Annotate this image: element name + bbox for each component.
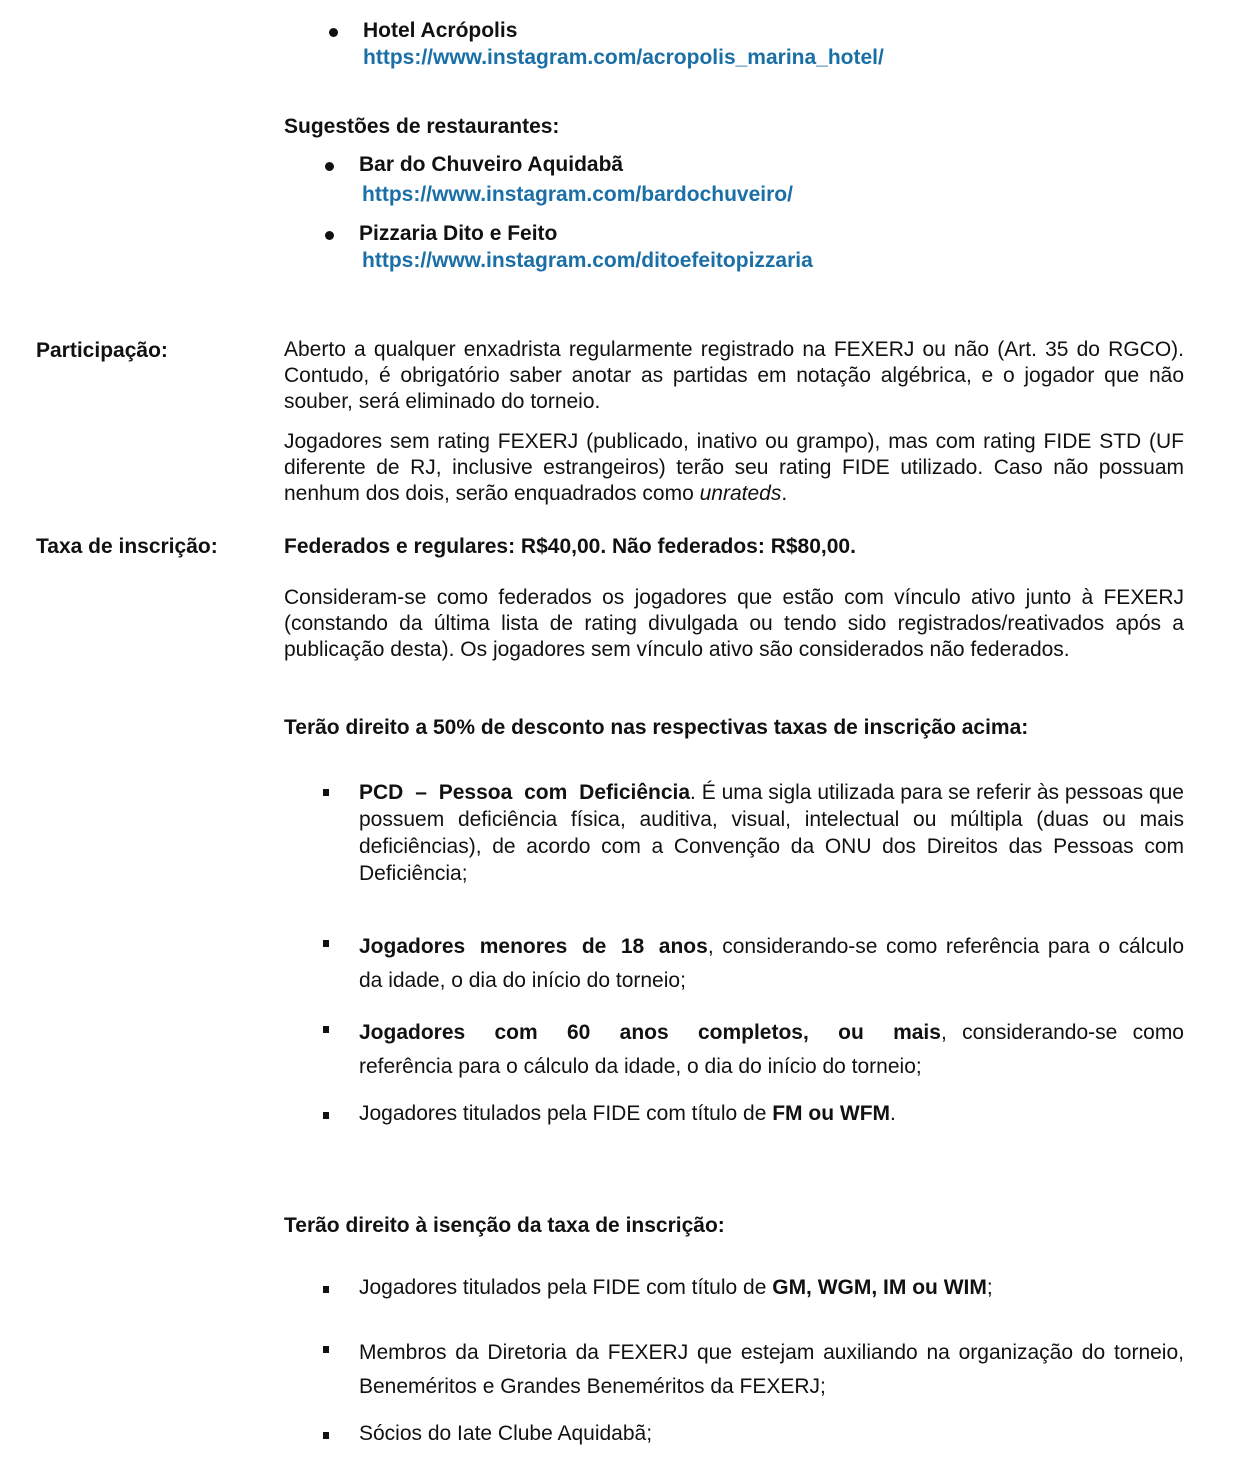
exemption-item-text: Jogadores titulados pela FIDE com título de	[359, 1276, 773, 1299]
bullet-icon	[323, 940, 329, 947]
discount-item-text-end: .	[890, 1102, 896, 1125]
discount-item-bold: Jogadores com 60 anos completos, ou mais	[359, 1021, 941, 1044]
bullet-icon	[323, 1026, 329, 1033]
restaurant-link[interactable]: https://www.instagram.com/ditoefeitopizzaria	[362, 249, 813, 272]
restaurant-name: Bar do Chuveiro Aquidabã	[359, 153, 624, 176]
bullet-icon	[323, 1432, 329, 1439]
rating-paragraph	[284, 429, 1184, 507]
unrateds-term: unrateds	[699, 482, 782, 505]
exemption-item	[359, 1276, 1184, 1300]
bullet-icon	[323, 1112, 329, 1119]
rating-text: Jogadores sem rating FEXERJ (publicado, inativo ou grampo), mas com rating FIDE STD (UF diferente de RJ, inclusive estrangeiros) terão seu rating FIDE utilizado. Caso não possuam nenhum dos dois, serão enquadrados como	[284, 430, 1184, 505]
bullet-icon	[325, 162, 334, 171]
discount-item-bold: PCD – Pessoa com Deficiência	[359, 781, 691, 804]
hotel-link[interactable]: https://www.instagram.com/acropolis_marina_hotel/	[363, 46, 884, 69]
exemption-heading: Terão direito à isenção da taxa de inscrição:	[284, 1214, 725, 1237]
participation-label: Participação:	[36, 339, 168, 362]
bullet-icon	[323, 1286, 329, 1293]
discount-item-bold: Jogadores menores de 18 anos	[359, 935, 708, 958]
discount-heading: Terão direito a 50% de desconto nas respectivas taxas de inscrição acima:	[284, 716, 1029, 739]
discount-item-text: , considerando-se como referência para o cálculo da idade, o dia do início do torneio;	[359, 1021, 1184, 1078]
bullet-icon	[329, 28, 338, 37]
rating-text-end: .	[781, 482, 788, 505]
discount-item-text: Jogadores titulados pela FIDE com título de	[359, 1102, 773, 1125]
discount-item-bold: FM ou WFM	[772, 1102, 891, 1125]
fee-label: Taxa de inscrição:	[36, 535, 218, 558]
hotel-name: Hotel Acrópolis	[363, 19, 518, 42]
restaurants-heading: Sugestões de restaurantes:	[284, 115, 560, 138]
exemption-item-bold: GM, WGM, IM ou WIM	[772, 1276, 987, 1299]
bullet-icon	[323, 1346, 329, 1353]
discount-item-text: . É uma sigla utilizada para se referir às pessoas que possuem deficiência física, auditiva, visual, intelectual ou múltipla (duas ou mais deficiências), de acordo com a Convenção da ONU dos Direitos das Pessoas com Deficiência;	[359, 781, 1184, 885]
bullet-icon	[325, 231, 334, 240]
exemption-item: Sócios do Iate Clube Aquidabã;	[359, 1422, 653, 1445]
restaurant-name: Pizzaria Dito e Feito	[359, 222, 558, 245]
discount-item	[359, 930, 1184, 998]
fee-headline: Federados e regulares: R$40,00. Não federados: R$80,00.	[284, 535, 856, 558]
exemption-item-text-end: ;	[986, 1276, 993, 1299]
discount-item	[359, 1102, 1184, 1126]
bullet-icon	[323, 789, 329, 796]
discount-item-text: , considerando-se como referência para o cálculo da idade, o dia do início do torneio;	[359, 935, 1184, 992]
participation-paragraph: Aberto a qualquer enxadrista regularmente registrado na FEXERJ ou não (Art. 35 do RGCO). Contudo, é obrigatório saber anotar as partidas em notação algébrica, e o jogador que não souber, será eliminado do torneio.	[284, 338, 1184, 413]
discount-item	[359, 779, 1184, 887]
restaurant-link[interactable]: https://www.instagram.com/bardochuveiro/	[362, 183, 793, 206]
federated-definition: Consideram-se como federados os jogadores que estão com vínculo ativo junto à FEXERJ (constando da última lista de rating divulgada ou tendo sido registrados/reativados após a publicação desta). Os jogadores sem vínculo ativo são considerados não federados.	[284, 586, 1184, 661]
discount-item	[359, 1016, 1184, 1084]
exemption-item: Membros da Diretoria da FEXERJ que estejam auxiliando na organização do torneio, Beneméritos e Grandes Beneméritos da FEXERJ;	[359, 1341, 1184, 1398]
